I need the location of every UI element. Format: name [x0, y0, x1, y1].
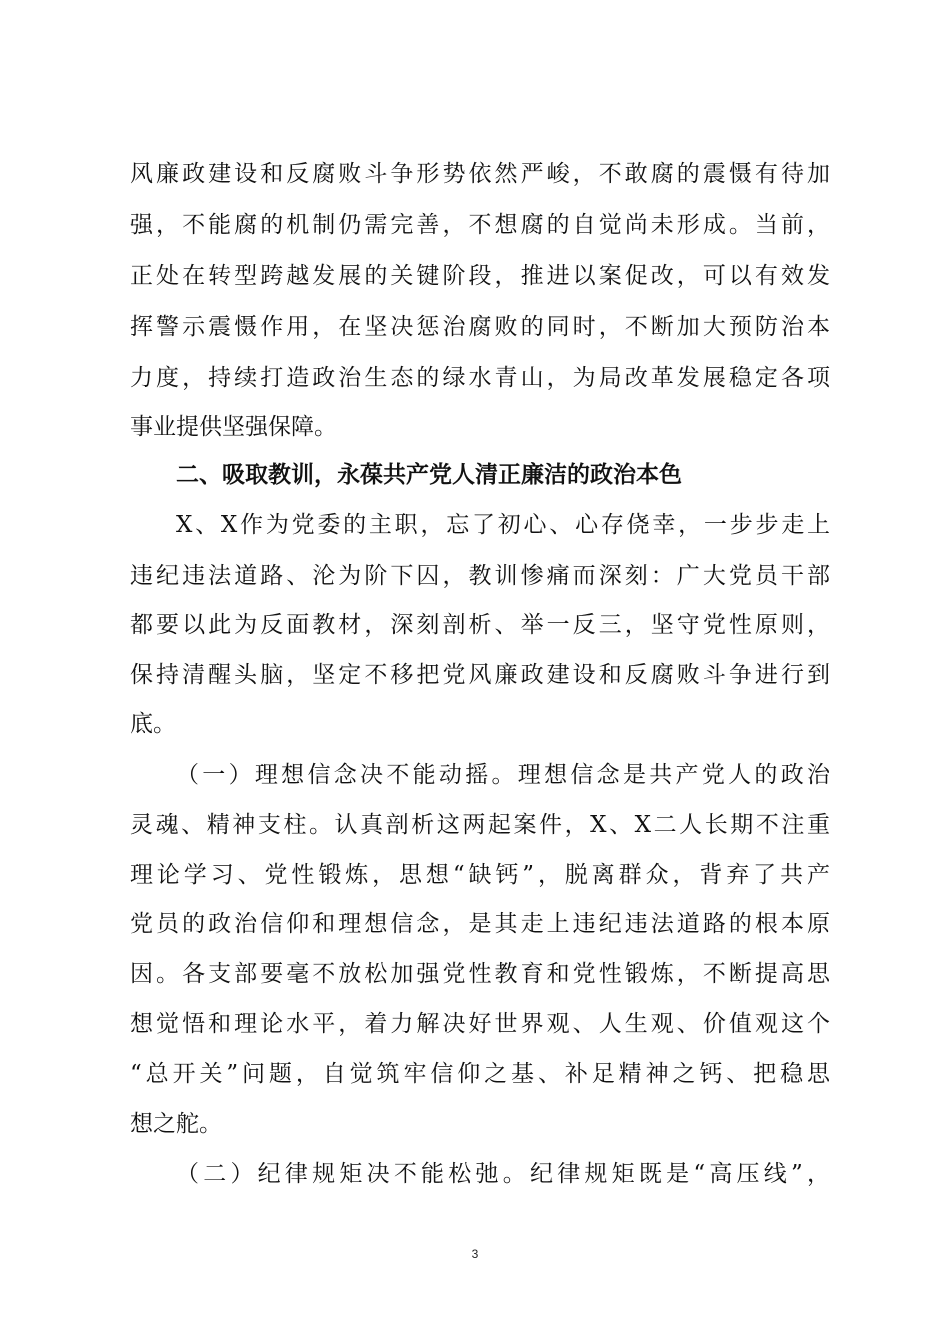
paragraph-4-line-1: （二）纪律规矩决不能松弛。纪律规矩既是“高压线”， — [176, 1161, 830, 1187]
paragraph-3-line-1: （一）理想信念决不能动摇。理想信念是共产党人的政治 — [176, 762, 830, 788]
paragraph-3-line-4: 党员的政治信仰和理想信念，是其走上违纪违法道路的根本原 — [130, 911, 830, 937]
paragraph-1-line-5: 力度，持续打造政治生态的绿水青山，为局改革发展稳定各项 — [130, 365, 830, 391]
section-heading-2: 二、吸取教训，永葆共产党人清正廉洁的政治本色 — [176, 462, 682, 488]
page-number: 3 — [471, 1247, 479, 1261]
paragraph-3-line-7: “总开关”问题，自觉筑牢信仰之基、补足精神之钙、把稳思 — [130, 1061, 830, 1087]
paragraph-3-line-5: 因。各支部要毫不放松加强党性教育和党性锻炼，不断提高思 — [130, 961, 830, 987]
paragraph-3-line-3: 理论学习、党性锻炼，思想“缺钙”，脱离群众，背弃了共产 — [130, 862, 830, 888]
paragraph-1-line-3: 正处在转型跨越发展的关键阶段，推进以案促改，可以有效发 — [130, 263, 830, 289]
paragraph-2-line-1: X、X作为党委的主职，忘了初心、心存侥幸，一步步走上 — [176, 512, 830, 538]
paragraph-1-line-4: 挥警示震慑作用，在坚决惩治腐败的同时，不断加大预防治本 — [130, 314, 830, 340]
paragraph-1-line-6: 事业提供坚强保障。 — [130, 414, 337, 440]
paragraph-1-line-1: 风廉政建设和反腐败斗争形势依然严峻，不敢腐的震慑有待加 — [130, 161, 830, 187]
paragraph-2-line-4: 保持清醒头脑，坚定不移把党风廉政建设和反腐败斗争进行到 — [130, 662, 830, 688]
paragraph-2-line-3: 都要以此为反面教材，深刻剖析、举一反三，坚守党性原则， — [130, 612, 830, 638]
paragraph-2-line-5: 底。 — [130, 711, 176, 737]
paragraph-2-line-2: 违纪违法道路、沦为阶下囚，教训惨痛而深刻：广大党员干部 — [130, 563, 830, 589]
paragraph-3-line-6: 想觉悟和理论水平，着力解决好世界观、人生观、价值观这个 — [130, 1011, 830, 1037]
paragraph-1-line-2: 强，不能腐的机制仍需完善，不想腐的自觉尚未形成。当前， — [130, 212, 830, 238]
paragraph-3-line-2: 灵魂、精神支柱。认真剖析这两起案件，X、X二人长期不注重 — [130, 812, 830, 838]
paragraph-3-line-8: 想之舵。 — [130, 1111, 222, 1137]
